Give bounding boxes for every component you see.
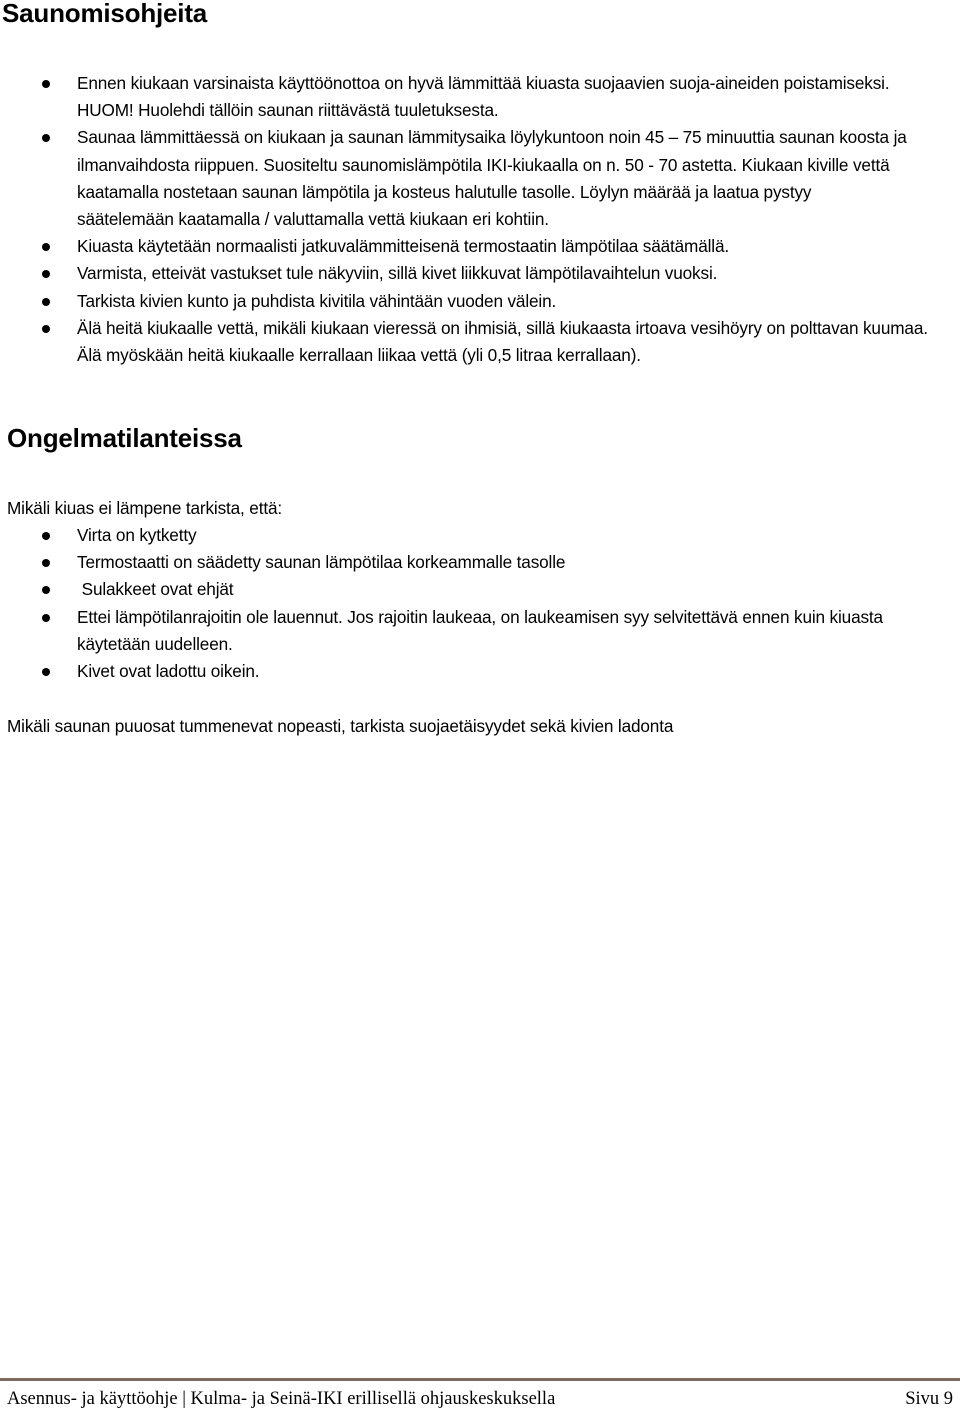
- list-item: Kiuasta käytetään normaalisti jatkuvalämmitteisenä termostaatin lämpötilaa säätämällä.: [0, 233, 930, 260]
- bullet-icon: [42, 243, 50, 251]
- footer-divider: [0, 1378, 960, 1381]
- bullet-icon: [42, 134, 50, 142]
- bullet-icon: [42, 270, 50, 278]
- troubleshooting-intro: Mikäli kiuas ei lämpene tarkista, että:: [7, 498, 282, 518]
- list-item: Saunaa lämmittäessä on kiukaan ja saunan lämmitysaika löylykuntoon noin 45 – 75 minuuttia saunan koosta ja ilmanvaihdosta riippuen. Suositeltu saunomislämpötila IKI-kiukaalla on n. 50 - 70 astetta. Kiukaan kiville vettä kaatamalla nostetaan saunan lämpötila ja kosteus halutulle tasolle. Löylyn määrää ja laatua pystyy säätelemään kaatamalla / valuttamalla vettä kiukaan eri kohtiin.: [0, 124, 930, 233]
- footer-page-number: Sivu 9: [905, 1389, 953, 1409]
- bullet-icon: [42, 586, 50, 594]
- list-item: Älä heitä kiukaalle vettä, mikäli kiukaan vieressä on ihmisiä, sillä kiukaasta irtoava vesihöyry on polttavan kuumaa. Älä myöskään heitä kiukaalle kerrallaan liikaa vettä (yli 0,5 litraa kerrallaan).: [0, 315, 930, 369]
- list-item: Ennen kiukaan varsinaista käyttöönottoa on hyvä lämmittää kiuasta suojaavien suoja-aineiden poistamiseksi. HUOM! Huolehdi tällöin saunan riittävästä tuuletuksesta.: [0, 70, 930, 124]
- bullet-icon: [42, 80, 50, 88]
- troubleshooting-closing: Mikäli saunan puuosat tummenevat nopeasti, tarkista suojaetäisyydet sekä kivien ladonta: [7, 716, 674, 736]
- list-item: Termostaatti on säädetty saunan lämpötilaa korkeammalle tasolle: [0, 549, 930, 576]
- list-item: Ettei lämpötilanrajoitin ole lauennut. Jos rajoitin laukeaa, on laukeamisen syy selvitettävä ennen kuin kiuasta käytetään uudelleen.: [0, 604, 930, 658]
- list-item: Kivet ovat ladottu oikein.: [0, 658, 930, 685]
- section-title-saunomisohjeita: Saunomisohjeita: [2, 0, 208, 28]
- bullet-icon: [42, 325, 50, 333]
- list-item: Sulakkeet ovat ehjät: [0, 576, 930, 603]
- bullet-icon: [42, 298, 50, 306]
- list-item: Varmista, etteivät vastukset tule näkyviin, sillä kivet liikkuvat lämpötilavaihtelun vuoksi.: [0, 260, 930, 287]
- bullet-icon: [42, 614, 50, 622]
- bullet-icon: [42, 532, 50, 540]
- bullet-icon: [42, 559, 50, 567]
- section-title-ongelmatilanteissa: Ongelmatilanteissa: [7, 423, 242, 453]
- footer-document-title: Asennus- ja käyttöohje | Kulma- ja Seinä-IKI erillisellä ohjauskeskuksella: [7, 1389, 556, 1409]
- saunomisohjeita-list: [0, 70, 930, 369]
- ongelmatilanteissa-list: [0, 522, 930, 685]
- list-item: Virta on kytketty: [0, 522, 930, 549]
- list-item: Tarkista kivien kunto ja puhdista kivitila vähintään vuoden välein.: [0, 288, 930, 315]
- page-footer: [7, 1386, 953, 1412]
- bullet-icon: [42, 668, 50, 676]
